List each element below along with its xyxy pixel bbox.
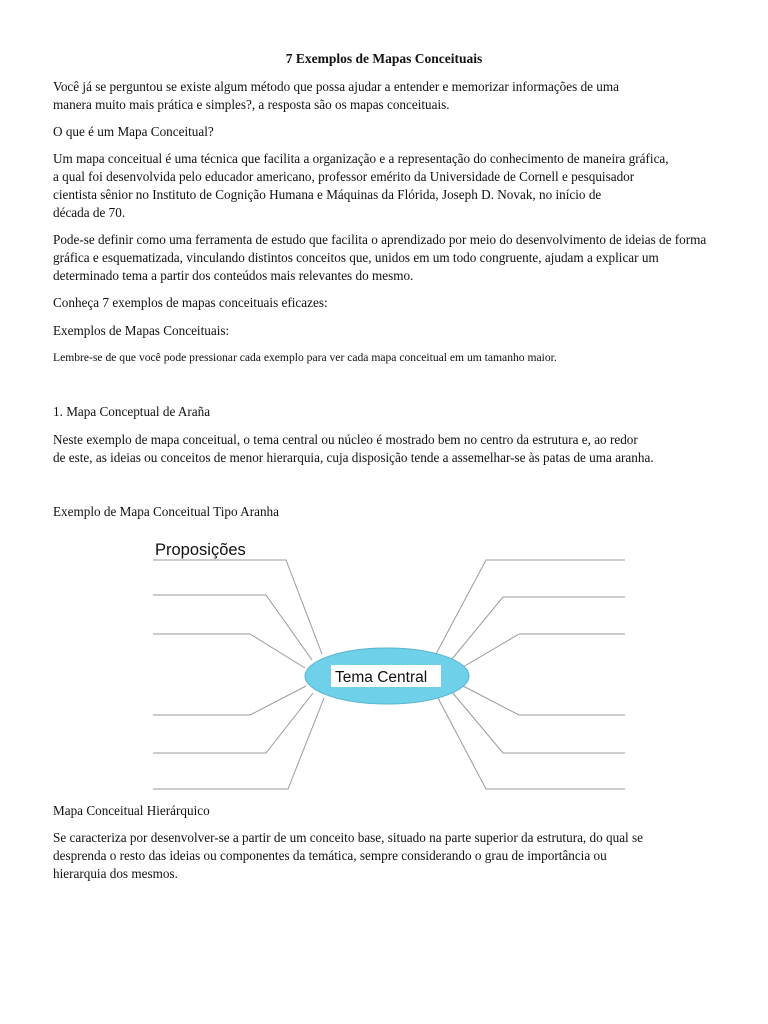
section1-heading: 1. Mapa Conceptual de Araña [53,404,211,419]
spider-leg-5 [153,693,313,753]
tool-line-1: Pode-se definir como uma ferramenta de estudo que facilita o aprendizado por meio do desenvolvimento de ideias de forma [53,232,707,247]
section2-line-3: hierarquia dos mesmos. [53,866,178,881]
examples-heading: Exemplos de Mapas Conceituais: [53,323,230,338]
spider-leg-7 [436,560,625,654]
tool-line-3: determinado tema a partir dos conteúdos mais relevantes do mesmo. [53,268,414,283]
section1-line-1: Neste exemplo de mapa conceitual, o tema central ou núcleo é mostrado bem no centro da estrutura e, ao redor [53,432,638,447]
spider-leg-1 [153,560,322,654]
spider-leg-12 [438,698,625,789]
document-title: 7 Exemplos de Mapas Conceituais [285,51,483,66]
section2-line-1: Se caracteriza por desenvolver-se a partir de um conceito base, situado na parte superior da estrutura, do qual se [53,830,643,845]
intro-line-2: manera muito mais prática e simples?, a resposta são os mapas conceituais. [53,97,450,112]
section2-line-2: desprenda o resto das ideias ou componentes da temática, sempre considerando o grau de importância ou [53,848,607,863]
question-heading: O que é um Mapa Conceitual? [53,124,214,139]
spider-leg-9 [463,634,625,667]
reminder-text: Lembre-se de que você pode pressionar cada exemplo para ver cada mapa conceitual em um tamanho maior. [53,351,557,364]
propositions-label: Proposições [155,541,246,559]
definition-line-1: Um mapa conceitual é uma técnica que facilita a organização e a representação do conhecimento de maneira gráfica, [53,151,669,166]
diagram-caption: Exemplo de Mapa Conceitual Tipo Aranha [53,504,279,519]
definition-line-3: cientista sênior no Instituto de Cognição Humana e Máquinas da Flórida, Joseph D. Novak, no início de [53,187,602,202]
spider-concept-map[interactable] [0,528,768,800]
definition-line-4: década de 70. [53,205,126,220]
spider-leg-3 [153,634,305,668]
spider-leg-4 [153,686,306,715]
section1-line-2: de este, as ideias ou conceitos de menor hierarquia, cuja disposição tende a assemelhar-se às patas de uma aranha. [53,450,654,465]
spider-leg-10 [463,686,625,715]
central-topic-label: Tema Central [335,669,428,686]
definition-line-2: a qual foi desenvolvida pelo educador americano, professor emérito da Universidade de Cornell e pesquisador [53,169,635,184]
spider-leg-2 [153,595,312,660]
meet-examples-text: Conheça 7 exemplos de mapas conceituais eficazes: [53,295,328,310]
spider-leg-8 [452,597,625,659]
spider-leg-11 [452,692,625,753]
intro-line-1: Você já se perguntou se existe algum método que possa ajudar a entender e memorizar informações de uma [53,79,620,94]
section2-heading: Mapa Conceitual Hierárquico [53,803,210,818]
tool-line-2: gráfica e esquematizada, vinculando distintos conceitos que, unidos em um todo congruente, ajudam a explicar um [53,250,659,265]
